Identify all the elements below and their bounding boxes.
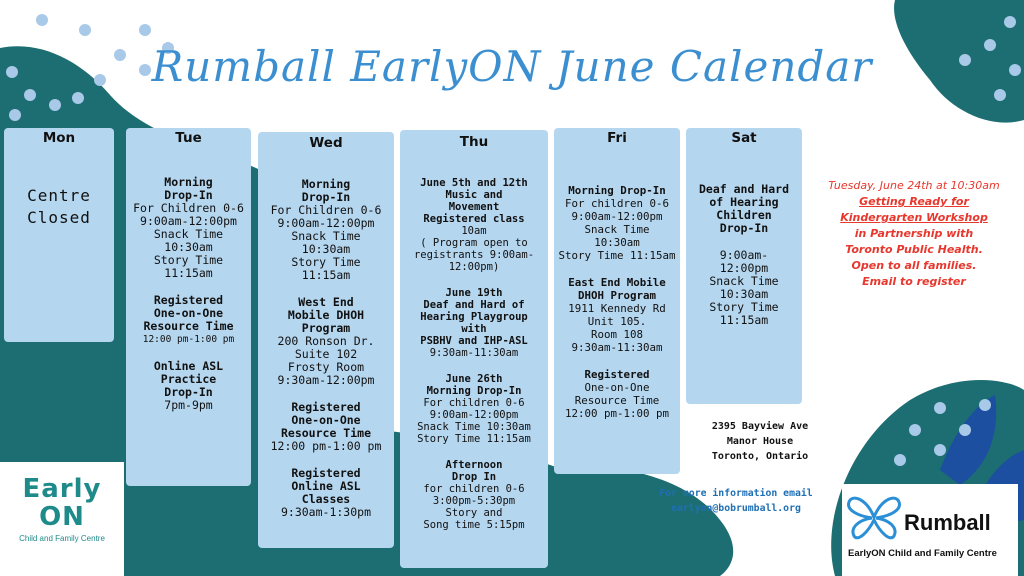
event-title: Drop-In [164,385,213,399]
event-title: Morning Drop-In [568,184,666,197]
event-detail: 9:30am-1:30pm [280,505,371,519]
event-title: East End Mobile [568,276,666,289]
workshop-announcement [806,178,1022,290]
address-line: Manor House [726,436,794,447]
contact-email[interactable]: earlyon@bobrumball.org [671,503,801,514]
day-header-wed: Wed [309,135,343,151]
event-title: of Hearing [709,195,779,209]
event-detail: ( Program open to [420,237,528,249]
event-detail: 12:00 pm-1:00 pm [564,407,669,420]
event-title: Practice [160,372,217,386]
event-detail: for children 0-6 [423,483,525,495]
event-detail: Snack Time [291,229,361,243]
address-line: Toronto, Ontario [711,451,809,462]
event-title: Program [301,321,351,335]
event-detail: Snack Time [584,223,650,236]
event-detail: 12:00pm) [448,261,500,273]
butterfly-icon [846,492,902,542]
address [692,419,828,464]
page-title: Rumball EarlyON June Calendar [151,42,873,91]
workshop-detail: in Partnership with [854,227,974,240]
event-detail: Snack Time [709,274,779,288]
centre-closed-line2: Closed [27,208,91,227]
event-detail: Frosty Room [287,360,365,374]
rumball-logo [842,484,1018,576]
event-detail: 9:30am-12:00pm [277,373,375,387]
event-detail: 10:30am [164,240,213,254]
event-title: One-on-One [291,413,361,427]
workshop-title-line2: Kindergarten Workshop [840,211,988,224]
event-detail: 12:00pm [719,261,769,275]
event-detail: 10:30am [719,287,769,301]
rumball-logo-name: Rumball [904,510,991,535]
earlyon-logo-word: Early [22,474,102,504]
earlyon-logo [0,462,124,576]
day-column-fri [554,128,680,474]
workshop-title-line1: Getting Ready for [859,195,969,208]
earlyon-logo-subtitle: Child and Family Centre [19,534,105,543]
address-line: 2395 Bayview Ave [711,421,809,432]
event-detail: Story Time [709,300,779,314]
event-title: Registered [153,293,224,307]
event-detail: Story and [445,507,503,519]
event-detail: 9:00am- [719,248,769,262]
event-title: Resource Time [280,426,371,440]
event-detail: 10am [461,225,487,237]
event-detail: 3:00pm-5:30pm [432,495,516,507]
event-detail: Story Time [291,255,361,269]
event-title: Drop-In [719,221,769,235]
event-detail: Unit 105. [587,315,647,328]
event-title: Drop-In [301,190,351,204]
workshop-detail: Toronto Public Health. [845,243,983,256]
event-title: West End [298,295,354,309]
day-header-mon: Mon [42,130,76,146]
event-title: Deaf and Hard [698,182,789,196]
event-title: June 19th [445,287,503,299]
event-title: June 26th [445,373,503,385]
event-title: Classes [301,492,351,506]
event-detail: 1911 Kennedy Rd [568,302,666,315]
event-title: DHOH Program [577,289,656,302]
day-header-sat: Sat [731,130,757,146]
earlyon-logo-on: ON [39,502,85,532]
event-title: Movement [448,201,500,213]
centre-closed-line1: Centre [27,186,91,205]
event-title: Music and [445,189,503,201]
event-title: Registered [584,368,650,381]
event-detail: 12:00 pm-1:00 pm [142,334,235,345]
event-title: PSBHV and IHP-ASL [420,335,528,347]
event-detail: One-on-One [584,381,650,394]
event-title: Hearing Playgroup [420,311,528,323]
event-title: Drop In [451,471,497,483]
event-detail: 10:30am [301,242,351,256]
rumball-logo-subtitle: EarlyON Child and Family Centre [848,548,997,559]
event-title: Morning [164,175,213,189]
event-detail: For Children 0-6 [133,201,244,215]
event-title: Mobile DHOH [287,308,365,322]
event-title: June 5th and 12th [420,177,528,189]
contact-info [638,486,834,516]
event-title: One-on-One [153,306,224,320]
event-detail: 12:00 pm-1:00 pm [270,439,382,453]
event-detail: registrants 9:00am- [413,249,535,261]
event-detail: 9:30am-11:30am [571,341,663,354]
event-detail: 9:00am-12:00pm [277,216,375,230]
event-title: Morning [301,177,351,191]
event-title: Deaf and Hard of [423,299,525,311]
day-column-sat [686,128,802,404]
day-column-tue [126,128,251,486]
event-detail: 11:15am [164,266,213,280]
day-header-thu: Thu [459,134,489,150]
event-title: Morning Drop-In [426,385,522,397]
event-title: with [461,323,487,335]
event-title: Registered [291,400,361,414]
event-title: Drop-In [164,188,213,202]
event-detail: For Children 0-6 [270,203,382,217]
event-title: Afternoon [445,459,503,471]
event-detail: For children 0-6 [564,197,669,210]
event-title: Registered [291,466,361,480]
workshop-detail: Open to all families. [851,259,977,272]
event-detail: For children 0-6 [423,397,525,409]
contact-text: For more information email [659,488,813,499]
event-detail: Story Time 11:15am [417,433,531,445]
event-detail: 9:30am-11:30am [429,347,519,359]
event-detail: Resource Time [574,394,660,407]
event-title: Registered class [423,213,525,225]
event-detail: 200 Ronson Dr. [277,334,375,348]
workshop-detail: Email to register [862,275,966,288]
event-title: Online ASL [291,479,361,493]
event-detail: 9:00am-12:00pm [571,210,663,223]
event-detail: Room 108 [590,328,643,341]
event-detail: 9:00am-12:00pm [140,214,237,228]
day-column-thu [400,130,548,568]
event-detail: Snack Time 10:30am [417,421,531,433]
event-title: Children [716,208,772,222]
event-detail: Snack Time [153,227,224,241]
day-column-wed [258,132,394,548]
event-detail: 10:30am [594,236,640,249]
workshop-date: Tuesday, June 24th at 10:30am [828,179,1000,192]
event-detail: Song time 5:15pm [423,519,525,531]
event-detail: 11:15am [301,268,351,282]
event-title: Online ASL [153,359,224,373]
event-detail: Story Time [153,253,224,267]
event-detail: Story Time 11:15am [558,249,676,262]
event-title: Resource Time [143,319,234,333]
event-detail: Suite 102 [294,347,358,361]
day-header-tue: Tue [175,130,202,146]
day-column-mon [4,128,114,342]
day-header-fri: Fri [607,130,627,146]
event-detail: 9:00am-12:00pm [429,409,519,421]
event-detail: 11:15am [719,313,769,327]
event-detail: 7pm-9pm [164,398,213,412]
